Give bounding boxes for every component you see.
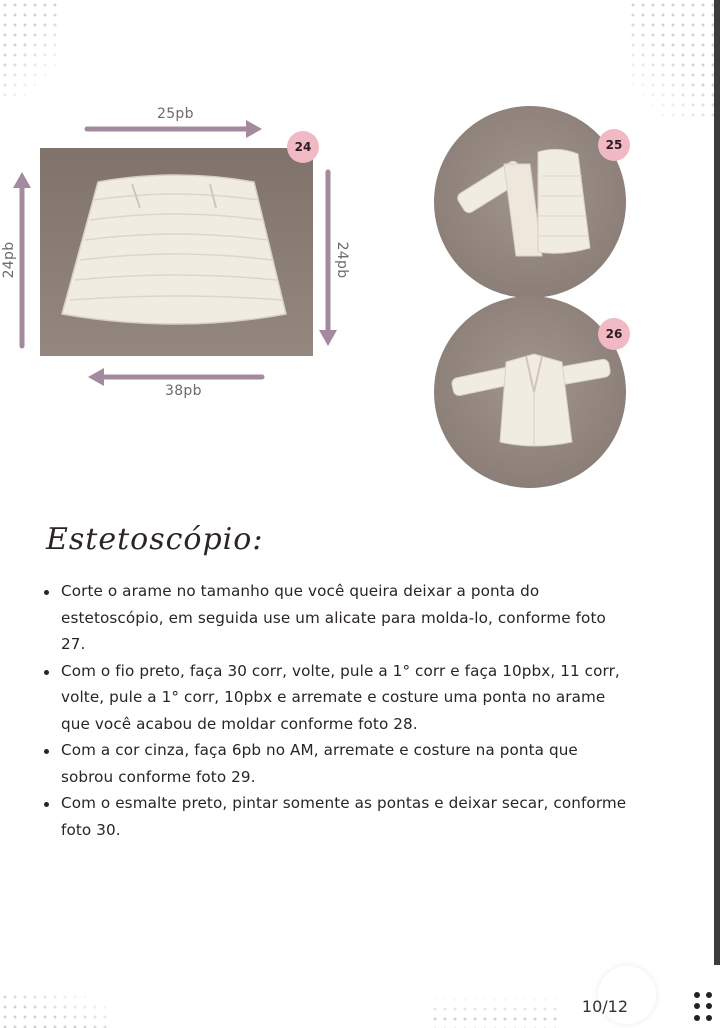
skirt-illustration	[40, 148, 313, 356]
page-number: 10/12	[581, 997, 628, 1016]
decorative-dots-bottom-center	[430, 994, 560, 1028]
section-title: Estetoscópio:	[46, 522, 264, 557]
lab-coat-illustration	[434, 296, 626, 488]
photo-skirt	[40, 148, 313, 356]
right-dimension-label: 24pb	[334, 241, 350, 279]
photo-number-badge: 25	[598, 129, 630, 161]
top-arrow-head	[246, 120, 262, 138]
photo-number-badge: 24	[287, 131, 319, 163]
top-dimension-label: 25pb	[157, 106, 194, 122]
list-item: Com o fio preto, faça 30 corr, volte, pule a 1° corr e faça 10pbx, 11 corr, volte, pule a 1° corr, 10pbx e arremate e costure uma ponta no arame que você acabou de moldar conforme foto 28.	[44, 658, 634, 738]
instruction-list	[44, 578, 634, 843]
list-item: Com o esmalte preto, pintar somente as pontas e deixar secar, conforme foto 30.	[44, 790, 634, 843]
grid-dots-icon[interactable]	[694, 992, 714, 1022]
photo-lab-coat	[434, 296, 626, 488]
left-dimension-label: 24pb	[1, 241, 17, 279]
list-item: Com a cor cinza, faça 6pb no AM, arremate e costure na ponta que sobrou conforme foto 29.	[44, 737, 634, 790]
bottom-dimension-label: 38pb	[165, 383, 202, 399]
lab-coat-parts-illustration	[434, 106, 626, 298]
right-arrow-head	[319, 330, 337, 346]
photo-number-badge: 26	[598, 318, 630, 350]
photo-lab-coat-parts	[434, 106, 626, 298]
list-item: Corte o arame no tamanho que você queira deixar a ponta do estetoscópio, em seguida use um alicate para molda-lo, conforme foto 27.	[44, 578, 634, 658]
bottom-arrow-head	[88, 368, 104, 386]
decorative-dots-bottom-left	[0, 992, 110, 1028]
left-arrow-head	[13, 172, 31, 188]
